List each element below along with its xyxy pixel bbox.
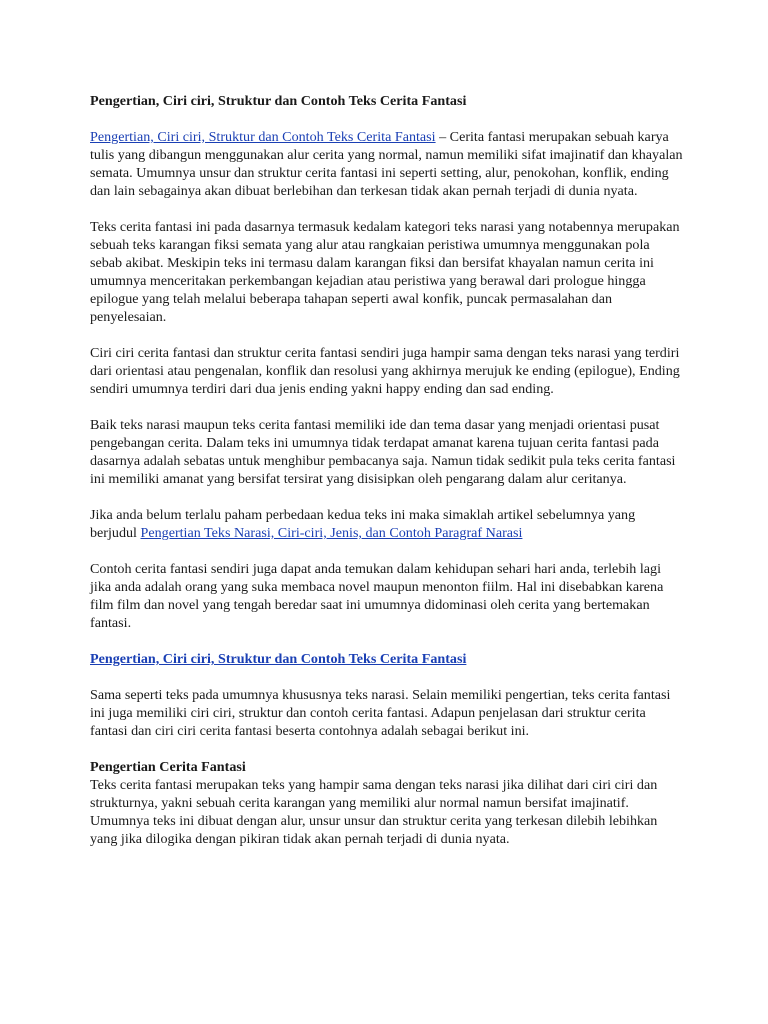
intro-paragraph — [90, 128, 684, 200]
section-definition — [90, 758, 684, 848]
paragraph-definition: Teks cerita fantasi ini pada dasarnya termasuk kedalam kategori teks narasi yang notabennya merupakan sebuah teks karangan fiksi semata yang alur atau rangkaian peristiwa umumnya menggunakan pola sebab akibat. Meskipin teks ini termasu dalam karangan fiksi dan bersifat khayalan namun cerita ini umumnya menceritakan perkembangan kejadian atau peristiwa yang berawal dari prologue hingga epilogue yang telah melalui beberapa tahapan seperti awal konfik, puncak permasalahan dan penyelesaian. — [90, 219, 680, 325]
reference-text: Jika anda belum terlalu paham perbedaan kedua teks ini maka simaklah artikel sebelumnya yang berjudul — [90, 507, 636, 541]
section-heading: Pengertian Cerita Fantasi — [90, 759, 246, 775]
document-page — [90, 92, 684, 866]
narasi-article-link[interactable]: Pengertian Teks Narasi, Ciri-ciri, Jenis, dan Contoh Paragraf Narasi — [140, 525, 523, 541]
document-title: Pengertian, Ciri ciri, Struktur dan Contoh Teks Cerita Fantasi — [90, 93, 467, 109]
section-text: Teks cerita fantasi merupakan teks yang hampir sama dengan teks narasi jika dilihat dari ciri ciri dan strukturnya, yakni sebuah cerita karangan yang memiliki alur normal namun bersifat imajinatif. Umumnya teks ini dibuat dengan alur, unsur unsur dan struktur cerita yang terkesan dilebih lebihkan yang jika dilogika dengan pikiran tidak akan pernah terjadi di dunia nyata. — [90, 777, 658, 847]
intro-text: – Cerita fantasi merupakan sebuah karya tulis yang dibangun menggunakan alur cerita yang normal, namun memiliki sifat imajinatif dan khayalan semata. Umumnya unsur dan struktur cerita fantasi ini seperti setting, alur, penokohan, konflik, ending dan lain sebagainya akan dibuat berlebihan dan terkesan tidak akan pernah terjadi di dunia nyata. — [90, 129, 683, 199]
paragraph-examples: Contoh cerita fantasi sendiri juga dapat anda temukan dalam kehidupan sehari hari anda, terlebih lagi jika anda adalah orang yang suka membaca novel maupun menonton fiilm. Hal ini disebabkan karena film film dan novel yang tengah beredar saat ini umumnya didominasi oleh cerita yang bertemakan fantasi. — [90, 561, 664, 631]
paragraph-reference — [90, 506, 684, 542]
paragraph-comparison: Baik teks narasi maupun teks cerita fantasi memiliki ide dan tema dasar yang menjadi orientasi pusat pengebangan cerita. Dalam teks ini umumnya tidak terdapat amanat karena tujuan cerita fantasi pada dasarnya adalah sebatas untuk menghibur pembacanya saja. Namun tidak sedikit pula teks cerita fantasi ini memiliki amanat yang bersifat tersirat yang disisipkan oleh pengarang dalam alur ceritanya. — [90, 417, 676, 487]
bold-link-paragraph — [90, 650, 684, 668]
intro-title-link[interactable]: Pengertian, Ciri ciri, Struktur dan Contoh Teks Cerita Fantasi — [90, 129, 436, 145]
article-title-link[interactable]: Pengertian, Ciri ciri, Struktur dan Contoh Teks Cerita Fantasi — [90, 651, 467, 667]
paragraph-characteristics: Ciri ciri cerita fantasi dan struktur cerita fantasi sendiri juga hampir sama dengan teks narasi yang terdiri dari orientasi atau pengenalan, konflik dan resolusi yang akhirnya merujuk ke ending (epilogue), Ending sendiri umumnya terdiri dari dua jenis ending yakni happy ending dan sad ending. — [90, 345, 680, 397]
paragraph-overview: Sama seperti teks pada umumnya khususnya teks narasi. Selain memiliki pengertian, teks cerita fantasi ini juga memiliki ciri ciri, struktur dan contoh cerita fantasi. Adapun penjelasan dari struktur cerita fantasi dan ciri ciri cerita fantasi beserta contohnya adalah sebagai berikut ini. — [90, 687, 671, 739]
